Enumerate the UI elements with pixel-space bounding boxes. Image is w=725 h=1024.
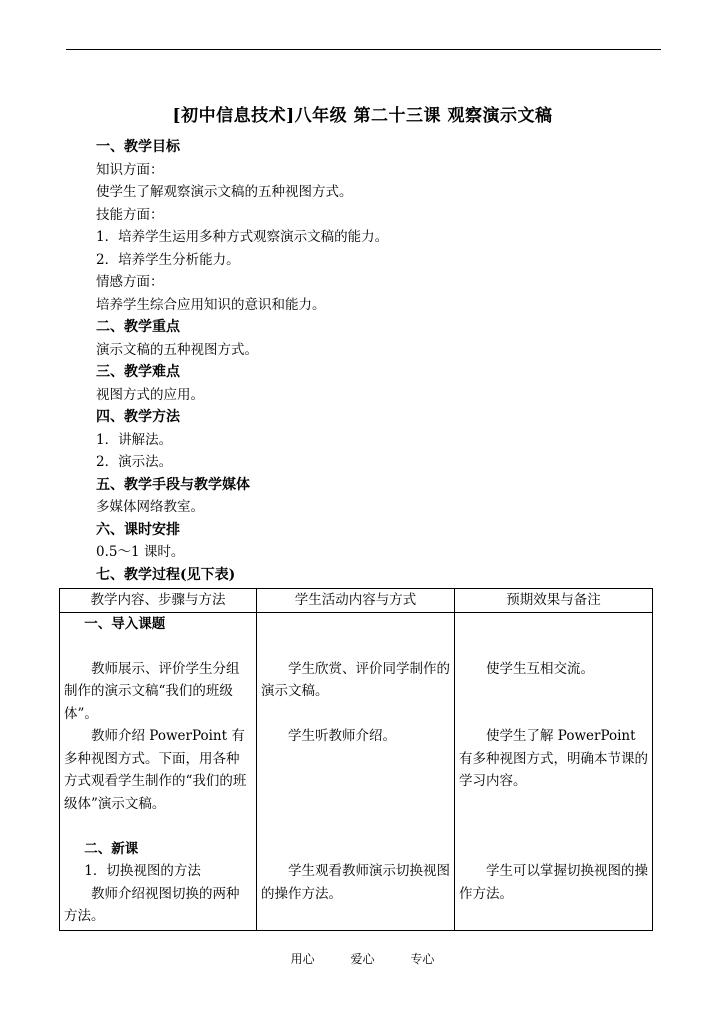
section-heading: 一、导入课题 [84,615,166,632]
cell-paragraph: 学生观看教师演示切换视图的操作方法。 [261,863,450,902]
outline-line: 多媒体网络教室。 [96,499,204,515]
col-teaching-content [60,612,257,930]
outline-line: 一、教学目标 [96,139,180,155]
outline-line: 四、教学方法 [96,409,180,425]
outline-line: 五、教学手段与教学媒体 [96,476,250,493]
page-footer [0,950,725,967]
cell-paragraph: 教师介绍视图切换的两种方法。 [64,885,240,924]
outline-line: 2．演示法。 [96,454,173,470]
lesson-outline [96,136,676,586]
cell-paragraph: 学生听教师介绍。 [288,728,396,744]
cell-paragraph: 教师介绍 PowerPoint 有多种视图方式。下面，用各种方式观看学生制作的“我们的班级体”演示文稿。 [64,728,247,812]
table-header-cell: 预期效果与备注 [455,589,653,613]
outline-line: 培养学生综合应用知识的意识和能力。 [96,296,326,313]
outline-line: 0.5～1 课时。 [96,544,185,560]
col-expected-effect [455,612,653,930]
teaching-process-table [59,588,653,931]
outline-line: 使学生了解观察演示文稿的五种视图方式。 [96,184,353,200]
outline-line: 2．培养学生分析能力。 [96,251,240,268]
outline-line: 1．培养学生运用多种方式观察演示文稿的能力。 [96,229,389,245]
page-title: [初中信息技术]八年级 第二十三课 观察演示文稿 [172,106,553,126]
subsection-heading: 1．切换视图的方法 [84,863,201,879]
outline-line: 情感方面： [96,274,164,290]
section-heading: 二、新课 [84,840,139,857]
cell-paragraph: 教师展示、评价学生分组制作的演示文稿“我们的班级体”。 [64,660,240,722]
outline-line: 六、课时安排 [96,521,180,538]
table-header-cell: 教学内容、步骤与方法 [60,589,257,613]
outline-line: 1．讲解法。 [96,431,173,448]
footer-word: 用心 [290,952,315,966]
outline-line: 七、教学过程(见下表) [96,566,236,583]
outline-line: 二、教学重点 [96,319,180,335]
outline-line: 技能方面： [96,206,164,223]
cell-paragraph: 学生可以掌握切换视图的操作方法。 [459,863,648,902]
col-student-activity [257,612,455,930]
table-header-row [60,589,653,613]
outline-line: 视图方式的应用。 [96,386,204,403]
cell-paragraph: 使学生互相交流。 [486,660,594,677]
outline-line: 三、教学难点 [96,364,180,380]
outline-line: 演示文稿的五种视图方式。 [96,341,258,358]
footer-word: 专心 [410,952,435,966]
table-row [60,612,653,930]
footer-word: 爱心 [350,952,375,966]
cell-paragraph: 使学生了解 PowerPoint 有多种视图方式，明确本节课的学习内容。 [459,728,648,789]
cell-paragraph: 学生欣赏、评价同学制作的演示文稿。 [261,660,450,699]
header-rule [66,49,661,50]
outline-line: 知识方面： [96,161,164,178]
table-header-cell: 学生活动内容与方式 [257,589,455,613]
